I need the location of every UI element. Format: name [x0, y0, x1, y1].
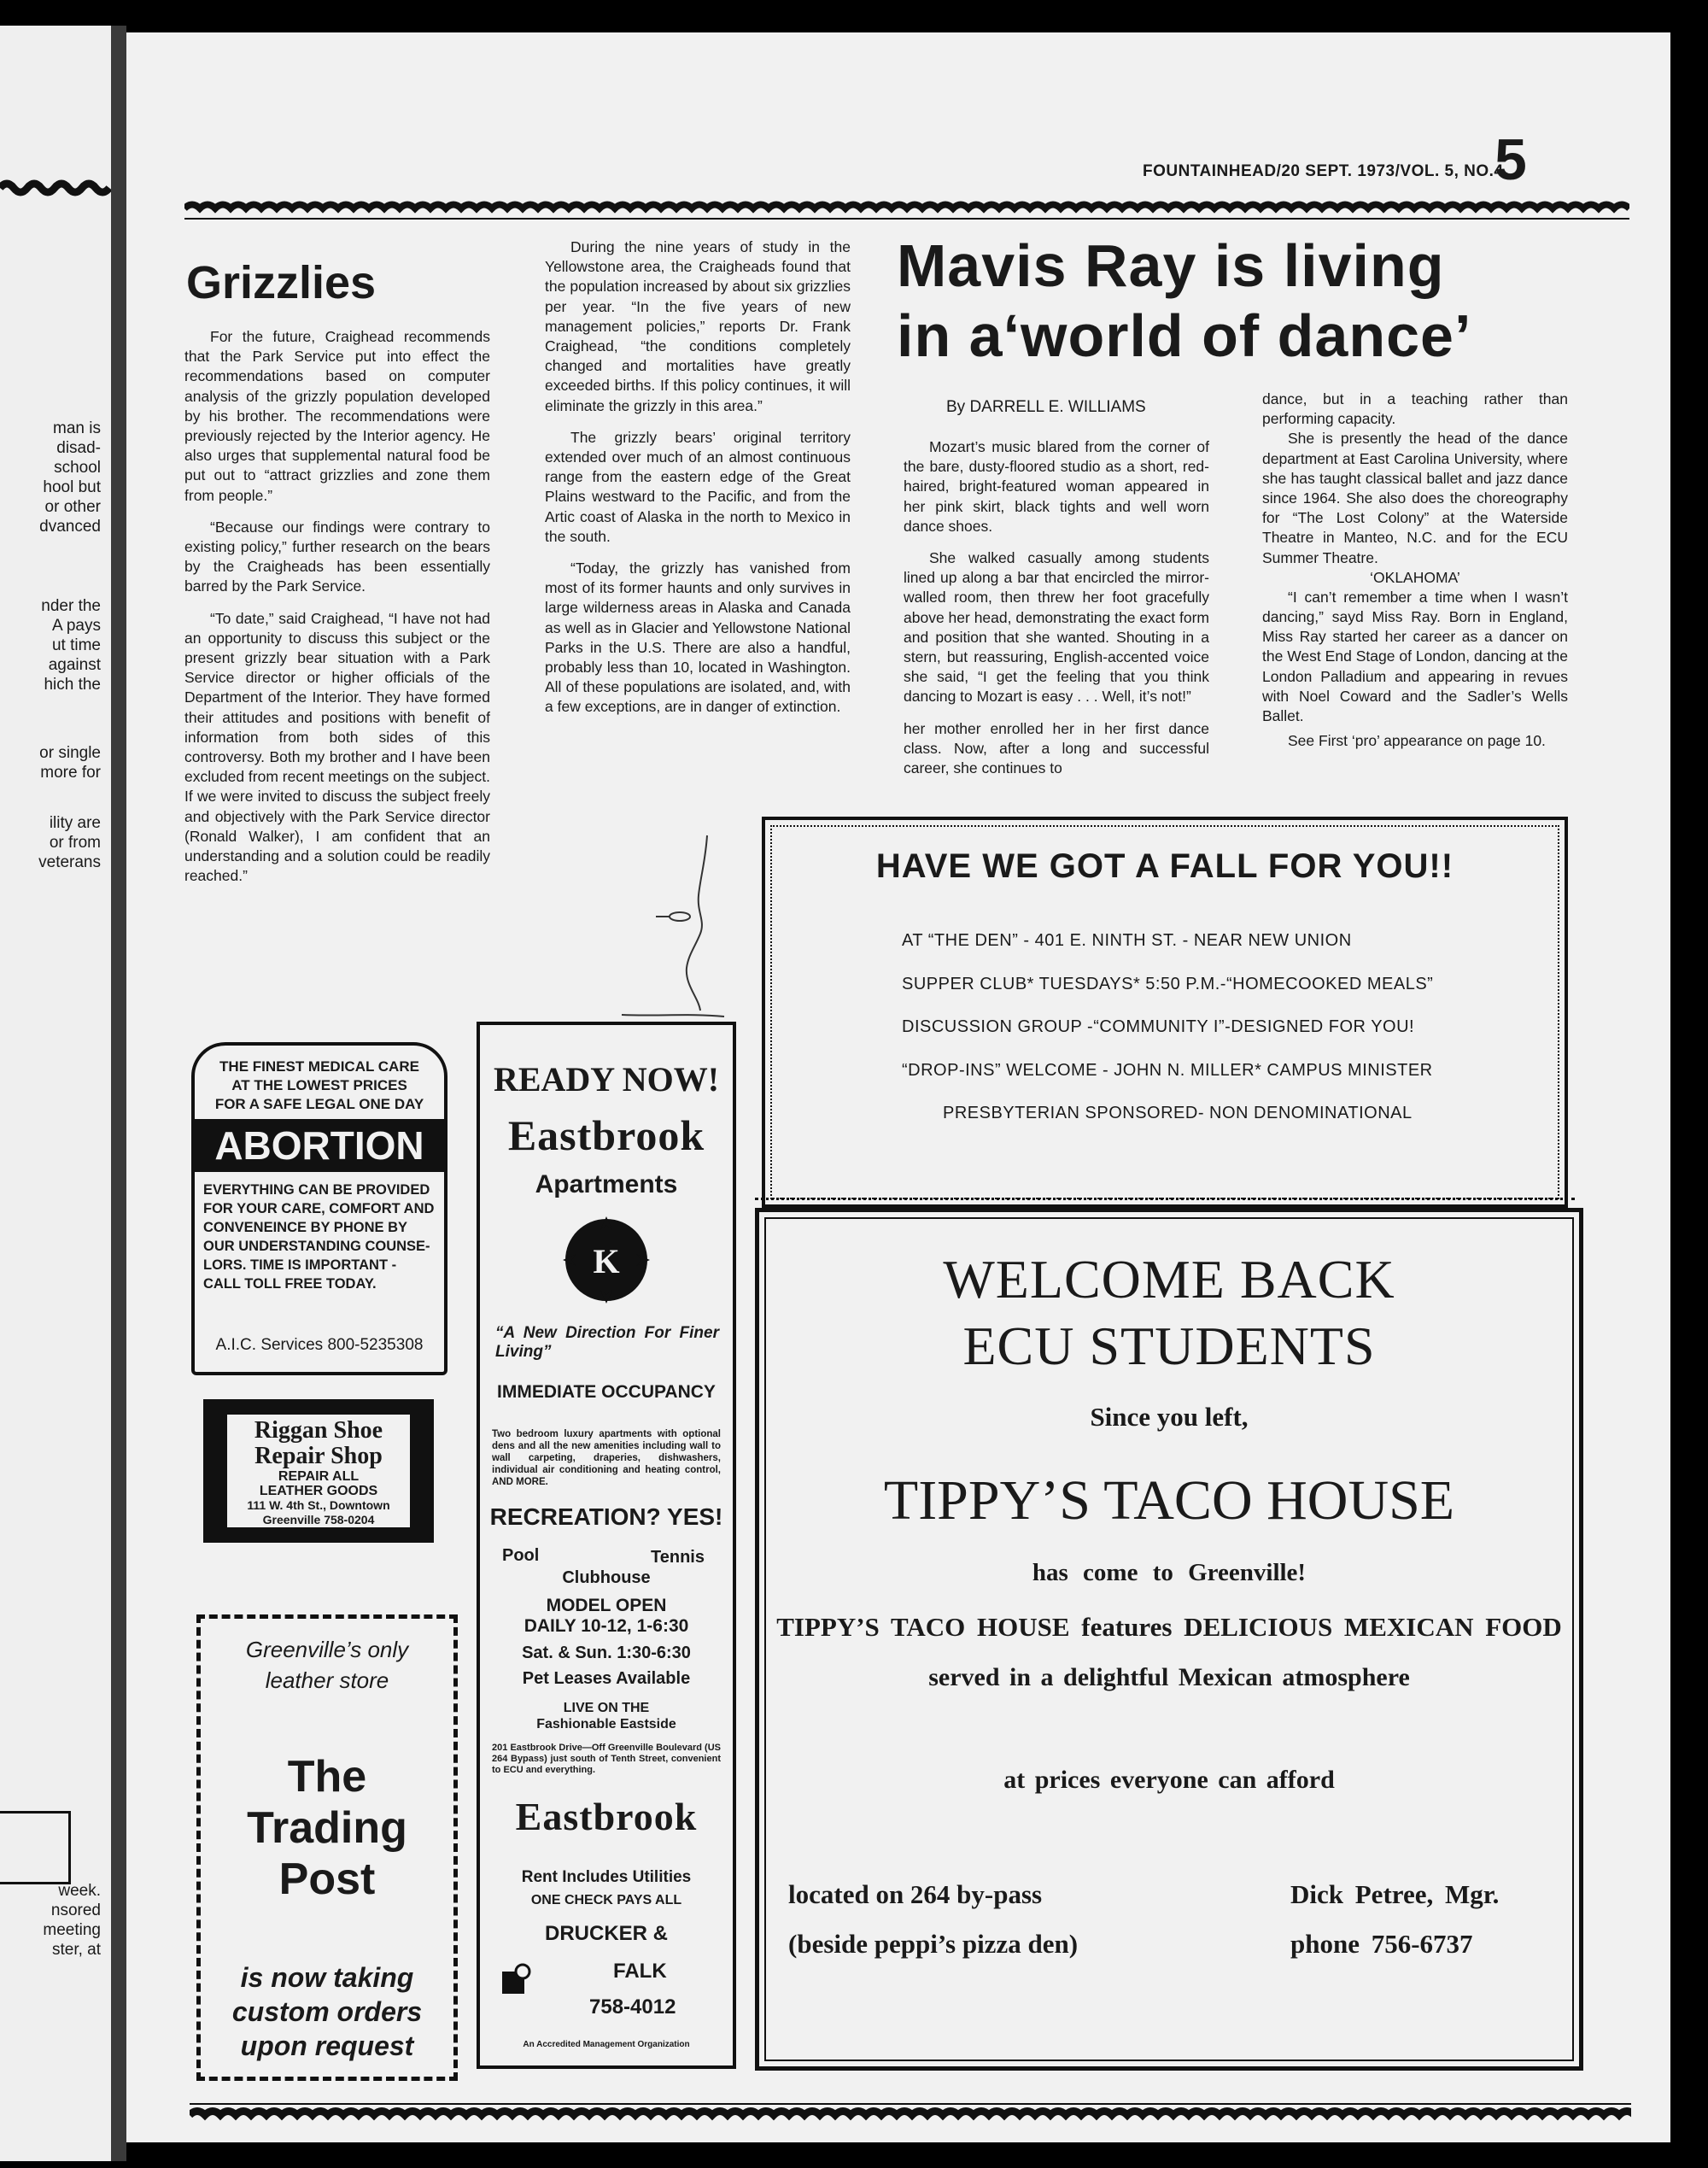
eastbrook-clubhouse: Clubhouse — [562, 1568, 651, 1587]
left-fragment-block-3 — [0, 743, 101, 782]
left-fragment-block-1 — [0, 419, 101, 536]
mavis-subhead: ‘OKLAHOMA’ — [1370, 568, 1460, 586]
den-ad-line: SUPPER CLUB* TUESDAYS* 5:50 P.M.-“HOMECOOKED MEALS” — [902, 974, 1434, 993]
svg-text:K: K — [593, 1242, 620, 1280]
header-wavy-rule — [184, 198, 1629, 224]
tippy-since: Since you left, — [1090, 1402, 1249, 1432]
eastbrook-weekend: Sat. & Sun. 1:30-6:30 — [522, 1644, 691, 1662]
trading-post-tag-line: leather store — [265, 1667, 389, 1693]
left-box-outline — [0, 1811, 71, 1884]
tippy-contact — [1290, 1870, 1499, 1969]
left-fragment-block-5 — [0, 1881, 101, 1960]
left-fragment-line: ility are — [49, 814, 101, 832]
tippy-features: TIPPY’S TACO HOUSE features DELICIOUS MEXICAN FOOD — [776, 1612, 1562, 1642]
mavis-headline-line-2: in a‘world of dance’ — [897, 302, 1472, 369]
abortion-ad-top-line: THE FINEST MEDICAL CARE — [219, 1058, 419, 1075]
grizzlies-headline: Grizzlies — [186, 257, 377, 308]
grizzlies-col1-paragraph: “To date,” said Craighead, “I have not had an opportunity to discuss this subject or the present grizzly bear situation with a Park Service director or higher officials of the Department of the Interior. They have formed their attitudes and positions with benefit of information from both sides of this controversy. Both my brother and I have been excluded from recent meetings on the subject. If we were invited to discuss the subject freely and objectively with the Park Service director (Ronald Walker), I am confident that an understanding and a solution could be readily reached.” — [184, 609, 490, 885]
eastbrook-description: Two bedroom luxury apartments with optional dens and all the new amenities including wall to wall carpeting, draperies, dishwashers, individual air conditioning and heating control, AND MORE. — [492, 1429, 721, 1487]
den-ad-line: “DROP-INS” WELCOME - JOHN N. MILLER* CAMPUS MINISTER — [902, 1060, 1433, 1080]
tippy-manager: Dick Petree, Mgr. — [1290, 1879, 1500, 1909]
eastbrook-logo-icon — [559, 1213, 653, 1307]
mavis-jump-line: See First ‘pro’ appearance on page 10. — [1288, 732, 1546, 750]
mavis-col2-paragraph: She is presently the head of the dance department at East Carolina University, where she has taught classical ballet and jazz dance since 1964. She also does the choreography for “The Lost Colony” at the Waterside Theatre in Manteo, N.C. and for the ECU Summer Theatre. — [1262, 430, 1568, 566]
mavis-col2-paragraph: dance, but in a teaching rather than performing capacity. — [1262, 390, 1568, 428]
eastbrook-model-open: MODEL OPEN — [546, 1596, 667, 1615]
eastbrook-pool: Pool — [502, 1546, 540, 1565]
riggan-ad-details — [227, 1469, 410, 1527]
footer-wavy-rule — [190, 2101, 1631, 2127]
left-fragment-line: hool but — [43, 478, 101, 496]
riggan-ad-box — [203, 1399, 434, 1543]
grizzlies-col1-paragraph: For the future, Craighead recommends that the Park Service put into effect the recommendations based on computer analysis of the grizzly population developed by his brother. The recommendations were previously rejected by the Interior agency. He also urges that supplemental natural food be put out to “attract grizzlies and zone them from people.” — [184, 328, 490, 504]
abortion-ad-body-line: LORS. TIME IS IMPORTANT - — [203, 1257, 397, 1273]
den-ad-headline: HAVE WE GOT A FALL FOR YOU!! — [875, 847, 1454, 885]
left-fragment-line: week. — [58, 1882, 101, 1900]
trading-post-name-line: Trading — [247, 1803, 407, 1853]
riggan-ad-detail-line: Greenville 758-0204 — [262, 1513, 375, 1526]
eastbrook-daily: DAILY 10-12, 1-6:30 — [524, 1616, 689, 1636]
left-fragment-line: dvanced — [39, 518, 101, 536]
left-fragment-line: man is — [53, 419, 101, 437]
left-fragment-line: against — [48, 656, 101, 674]
abortion-ad-top-line: FOR A SAFE LEGAL ONE DAY — [214, 1096, 424, 1112]
trading-post-name — [201, 1751, 453, 1905]
mavis-col2-paragraph: “I can’t remember a time when I wasn’t dancing,” sayd Miss Ray. Born in England, Miss Ray started her career as a dancer on the West End Stage of London, dancing at the London Palladium and appearing in revues with Noel Coward and the Sadler’s Wells Ballet. — [1262, 588, 1568, 725]
abortion-ad-top-line: AT THE LOWEST PRICES — [231, 1077, 407, 1093]
mavis-column-2 — [1262, 390, 1568, 751]
eastbrook-live-line: Fashionable Eastside — [536, 1717, 676, 1731]
grizzlies-column-2 — [545, 237, 851, 730]
newspaper-page — [126, 32, 1670, 2142]
left-fragment-line: or from — [49, 834, 101, 852]
abortion-ad-top — [195, 1058, 444, 1114]
abortion-ad-body-line: EVERYTHING CAN BE PROVIDED — [203, 1182, 430, 1198]
eastbrook-live — [480, 1700, 733, 1732]
trading-post-tagline — [201, 1634, 453, 1696]
page-number: 5 — [1494, 127, 1527, 192]
tippy-has-come: has come to Greenville! — [1032, 1559, 1307, 1586]
eastbrook-accredited: An Accredited Management Organization — [523, 2040, 690, 2049]
den-ad-box — [762, 817, 1568, 1208]
riggan-ad-inner — [227, 1415, 410, 1527]
left-fragment-line: ut time — [51, 636, 101, 654]
eastbrook-recreation: RECREATION? YES! — [489, 1503, 723, 1530]
mavis-headline-line-1: Mavis Ray is living — [897, 232, 1445, 299]
trading-post-ad-box — [196, 1614, 458, 2081]
mavis-col1-paragraph: Mozart’s music blared from the corner of the bare, dusty-floored studio as a short, red-haired, bright-featured woman appeared in her pink skirt, black tights and well worn dance shoes. — [904, 438, 1209, 535]
left-page-strip — [0, 26, 111, 2161]
left-fragment-line: more for — [40, 764, 101, 782]
abortion-ad-body — [203, 1181, 439, 1293]
abortion-ad-body-line: CONVENEINCE BY PHONE BY — [203, 1220, 407, 1235]
eastbrook-brand: Eastbrook — [507, 1111, 705, 1159]
left-fragment-block-4 — [0, 813, 101, 872]
abortion-ad-body-line: OUR UNDERSTANDING COUNSE- — [203, 1239, 430, 1254]
trading-post-bottom-line: custom orders — [231, 1996, 423, 2027]
mavis-column-1 — [904, 437, 1209, 790]
eastbrook-drucker: DRUCKER & — [545, 1922, 668, 1945]
grizzlies-col2-paragraph: The grizzly bears’ original territory extended over much of an almost continuous range from the eastern edge of the Great Plains westward to the Pacific, and from the Artic coast of Alaska in the north to Mexico in the south. — [545, 428, 851, 545]
abortion-ad-body-line: FOR YOUR CARE, COMFORT AND — [203, 1201, 435, 1216]
left-fragment-line: hich the — [44, 676, 101, 694]
abortion-ad-title: ABORTION — [195, 1119, 444, 1172]
tippy-ad-box — [755, 1208, 1583, 2071]
trading-post-bottom — [201, 1960, 453, 2063]
tippy-location — [788, 1870, 1078, 1969]
grizzlies-column-1 — [184, 327, 490, 898]
trading-post-bottom-line: upon request — [240, 2030, 414, 2061]
tippy-welcome — [759, 1246, 1579, 1380]
eastbrook-tagline: “A New Direction For Finer Living” — [495, 1324, 719, 1361]
page-gutter — [111, 26, 126, 2161]
left-fragment-line: or single — [39, 744, 101, 762]
tippy-name: TIPPY’S TACO HOUSE — [883, 1469, 1455, 1532]
grizzlies-col1-paragraph: “Because our findings were contrary to existing policy,” further research on the bears by the Craigheads has been essentially barred by the Park Service. — [184, 518, 490, 595]
eastbrook-falk: FALK — [613, 1960, 667, 1983]
riggan-ad-title-line: Riggan Shoe — [254, 1417, 383, 1444]
riggan-ad-detail-line: 111 W. 4th St., Downtown — [247, 1498, 390, 1512]
eastbrook-brand-2: Eastbrook — [515, 1795, 698, 1838]
eastbrook-rent: Rent Includes Utilities — [521, 1868, 692, 1886]
tippy-served: served in a delightful Mexican atmosphere — [928, 1663, 1410, 1691]
riggan-ad-title-line: Repair Shop — [254, 1443, 383, 1469]
left-fragment-line: school — [54, 459, 101, 477]
eastbrook-immediate: IMMEDIATE OCCUPANCY — [497, 1382, 716, 1402]
left-fragment-line: nsored — [50, 1901, 101, 1919]
trading-post-bottom-line: is now taking — [240, 1962, 414, 1993]
den-ad-line: AT “THE DEN” - 401 E. NINTH ST. - NEAR NEW UNION — [902, 931, 1352, 950]
den-ad-line: PRESBYTERIAN SPONSORED- NON DENOMINATIONAL — [943, 1104, 1413, 1122]
left-fragment-line: or other — [44, 498, 101, 516]
trading-post-name-line: The — [287, 1752, 367, 1802]
mavis-byline: By DARRELL E. WILLIAMS — [946, 398, 1146, 416]
den-ad-line: DISCUSSION GROUP -“COMMUNITY I”-DESIGNED FOR YOU! — [902, 1017, 1415, 1036]
mavis-headline — [897, 231, 1471, 371]
tippy-welcome-line: WELCOME BACK — [943, 1249, 1395, 1310]
trading-post-name-line: Post — [278, 1855, 376, 1904]
masthead: FOUNTAINHEAD/20 SEPT. 1973/VOL. 5, NO.4 — [1143, 162, 1504, 180]
left-fragment-line: veterans — [38, 853, 101, 871]
management-logo-icon — [500, 1963, 535, 1997]
grizzlies-col2-paragraph: “Today, the grizzly has vanished from most of its former haunts and only survives in large wilderness areas in Alaska and Canada as well as in Glacier and Yellowstone National Parks in the U.S. There are also a handful, probably less than 10, located in Washington. All of these populations are isolated, and, with a few exceptions, are in danger of extinction. — [545, 560, 851, 716]
abortion-ad-body-line: CALL TOLL FREE TODAY. — [203, 1276, 377, 1292]
eastbrook-phone: 758-4012 — [589, 1995, 676, 2019]
trading-post-tag-line: Greenville’s only — [245, 1637, 409, 1662]
riggan-ad-detail-line: REPAIR ALL — [278, 1469, 360, 1484]
tippy-beside: (beside peppi’s pizza den) — [788, 1929, 1079, 1959]
eastbrook-apartments: Apartments — [535, 1170, 678, 1198]
eastbrook-live-line: LIVE ON THE — [563, 1701, 650, 1715]
eastbrook-ready: READY NOW! — [493, 1060, 720, 1099]
eastbrook-address: 201 Eastbrook Drive—Off Greenville Boulevard (US 264 Bypass) just south of Tenth Street, convenient to ECU and everything. — [492, 1743, 721, 1775]
tippy-located: located on 264 by-pass — [788, 1879, 1043, 1909]
left-fragment-block-2 — [0, 596, 101, 694]
tippy-phone: phone 756-6737 — [1290, 1929, 1473, 1959]
mavis-col1-paragraph: her mother enrolled her in her first dance class. Now, after a long and successful career, she continues to — [904, 719, 1209, 777]
den-ad-lines — [902, 919, 1433, 1135]
eastbrook-model — [480, 1596, 733, 1637]
eastbrook-one-check: ONE CHECK PAYS ALL — [530, 1893, 682, 1907]
eastbrook-pet: Pet Leases Available — [522, 1669, 691, 1688]
left-fragment-line: ster, at — [51, 1941, 101, 1959]
left-wavy-rule — [0, 178, 111, 203]
tippy-prices: at prices everyone can afford — [1003, 1766, 1335, 1794]
eastbrook-ad-box — [477, 1022, 736, 2069]
left-fragment-line: disad- — [56, 439, 101, 457]
mavis-col1-paragraph: She walked casually among students lined up along a bar that encircled the mirror-walled room, then threw her foot gracefully above her head, demonstrating the exact form and position that she wanted. Shouting in a stern, but reassuring, English-accented voice she said, “I get the feeling that you think dancing to Mozart is easy . . . Well, it’s not!” — [904, 549, 1209, 706]
left-fragment-line: meeting — [43, 1921, 101, 1939]
riggan-ad-title — [227, 1415, 410, 1469]
left-fragment-line: A pays — [51, 617, 101, 635]
riggan-ad-detail-line: LEATHER GOODS — [259, 1484, 378, 1498]
abortion-ad-footer: A.I.C. Services 800-5235308 — [215, 1336, 424, 1354]
eastbrook-tennis: Tennis — [651, 1548, 705, 1567]
grizzlies-col2-paragraph: During the nine years of study in the Yellowstone area, the Craigheads found that the population increased by about six grizzlies per year. “In the five years of new management policies,” reports Dr. Frank Craighead, “the conditions completely changed and mortalities have greatly exceeded births. If this policy continues, it will eliminate the grizzly in this area.” — [545, 238, 851, 414]
tippy-welcome-line: ECU STUDENTS — [962, 1315, 1376, 1376]
left-fragment-line: nder the — [41, 597, 101, 615]
face-sketch-illustration — [605, 818, 758, 1023]
abortion-ad-box — [191, 1042, 447, 1375]
